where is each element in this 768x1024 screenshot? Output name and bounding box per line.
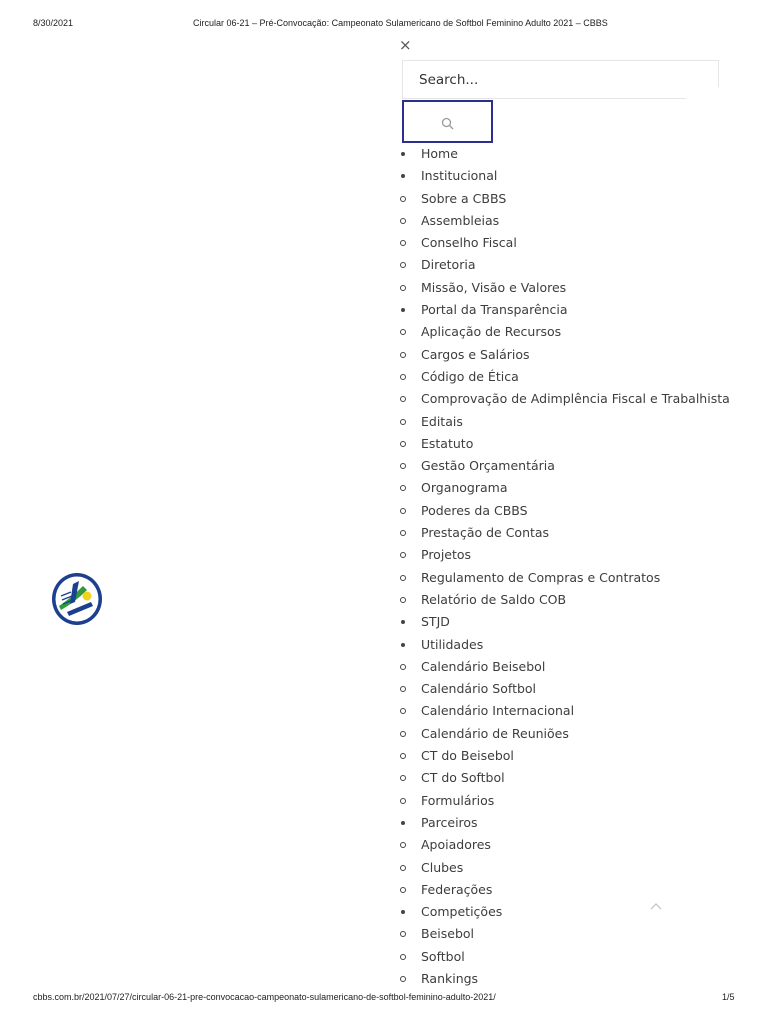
menu-item[interactable] [398,678,728,700]
menu-item[interactable] [398,879,728,901]
menu-item-label: Calendário Internacional [421,703,575,719]
menu-item[interactable] [398,299,728,321]
menu-item[interactable] [398,723,728,745]
print-url: cbbs.com.br/2021/07/27/circular-06-21-pre-convocacao-campeonato-sulamericano-de-softbol-feminino-adulto-2021/ [33,992,496,1002]
menu-item[interactable] [398,745,728,767]
menu-item[interactable] [398,700,728,722]
menu-item-label: Gestão Orçamentária [421,458,555,474]
menu-item[interactable] [398,500,728,522]
menu-item-label: Apoiadores [421,837,491,853]
close-icon[interactable]: × [399,36,412,54]
menu-item-label: Editais [421,413,463,429]
menu-item-label: Missão, Visão e Valores [421,279,567,295]
menu-item[interactable] [398,968,728,990]
menu-item[interactable] [398,857,728,879]
menu-item-label: Formulários [421,792,495,808]
menu-item-label: Softbol [421,948,465,964]
menu-item-label: Assembleias [421,212,500,228]
menu-item[interactable] [398,388,728,410]
search-field-border [684,61,719,87]
menu-item-label: CT do Beisebol [421,748,514,764]
menu-item-label: Regulamento de Compras e Contratos [421,569,661,585]
search-icon [441,117,454,130]
search-input[interactable] [419,70,679,90]
menu-item-label: STJD [421,614,450,630]
menu-item[interactable] [398,790,728,812]
menu-item[interactable] [398,165,728,187]
menu-item[interactable] [398,812,728,834]
menu-item-label: Organograma [421,480,508,496]
menu-item[interactable] [398,634,728,656]
menu-item-label: Código de Ética [421,368,519,384]
menu-item[interactable] [398,188,728,210]
menu-item-label: Beisebol [421,926,474,942]
menu-item-label: Conselho Fiscal [421,235,517,251]
cbbs-logo[interactable] [51,572,103,626]
menu-item[interactable] [398,366,728,388]
menu-item-label: Diretoria [421,257,476,273]
menu-item-label: Comprovação de Adimplência Fiscal e Trabalhista [421,391,730,407]
menu-item[interactable] [398,232,728,254]
menu-item[interactable] [398,277,728,299]
menu-item[interactable] [398,589,728,611]
menu-item[interactable] [398,946,728,968]
menu-item-label: Relatório de Saldo COB [421,591,567,607]
menu-item-label: Calendário Softbol [421,681,537,697]
menu-item-label: Institucional [421,168,498,184]
menu-item-label: Prestação de Contas [421,525,550,541]
menu-item[interactable] [398,411,728,433]
menu-item-label: Federações [421,881,493,897]
menu-item-label: Sobre a CBBS [421,190,507,206]
nav-menu [398,143,728,990]
menu-item[interactable] [398,567,728,589]
search-button[interactable] [402,100,493,143]
menu-item[interactable] [398,455,728,477]
menu-item-label: Home [421,146,458,161]
menu-item-label: Portal da Transparência [421,302,568,318]
menu-item[interactable] [398,344,728,366]
menu-item[interactable] [398,477,728,499]
menu-item[interactable] [398,254,728,276]
search-field[interactable] [402,60,719,99]
print-page-title: Circular 06-21 – Pré-Convocação: Campeonato Sulamericano de Softbol Feminino Adulto 2021 – CBBS [193,18,608,28]
menu-item[interactable] [398,901,728,923]
menu-item[interactable] [398,611,728,633]
menu-item-label: Competições [421,904,503,920]
menu-item-label: Parceiros [421,814,478,830]
print-date: 8/30/2021 [33,18,74,28]
menu-item-label: Projetos [421,547,472,563]
menu-item-label: CT do Softbol [421,770,505,786]
menu-item-label: Aplicação de Recursos [421,324,562,340]
menu-item[interactable] [398,321,728,343]
menu-item-label: Rankings [421,970,479,986]
menu-item[interactable] [398,656,728,678]
print-page-number: 1/5 [722,992,735,1002]
menu-item[interactable] [398,143,728,165]
chevron-up-icon[interactable] [648,900,664,912]
menu-item-label: Utilidades [421,636,484,652]
menu-item-label: Estatuto [421,435,474,451]
menu-item[interactable] [398,210,728,232]
menu-item[interactable] [398,834,728,856]
menu-item[interactable] [398,522,728,544]
menu-item-label: Poderes da CBBS [421,502,528,518]
menu-item[interactable] [398,544,728,566]
menu-item[interactable] [398,767,728,789]
menu-item[interactable] [398,923,728,945]
menu-item-label: Cargos e Salários [421,346,530,362]
search-field-underline [403,98,686,99]
menu-item-label: Clubes [421,859,464,875]
menu-item[interactable] [398,433,728,455]
menu-item-label: Calendário de Reuniões [421,725,569,741]
menu-item-label: Calendário Beisebol [421,658,546,674]
